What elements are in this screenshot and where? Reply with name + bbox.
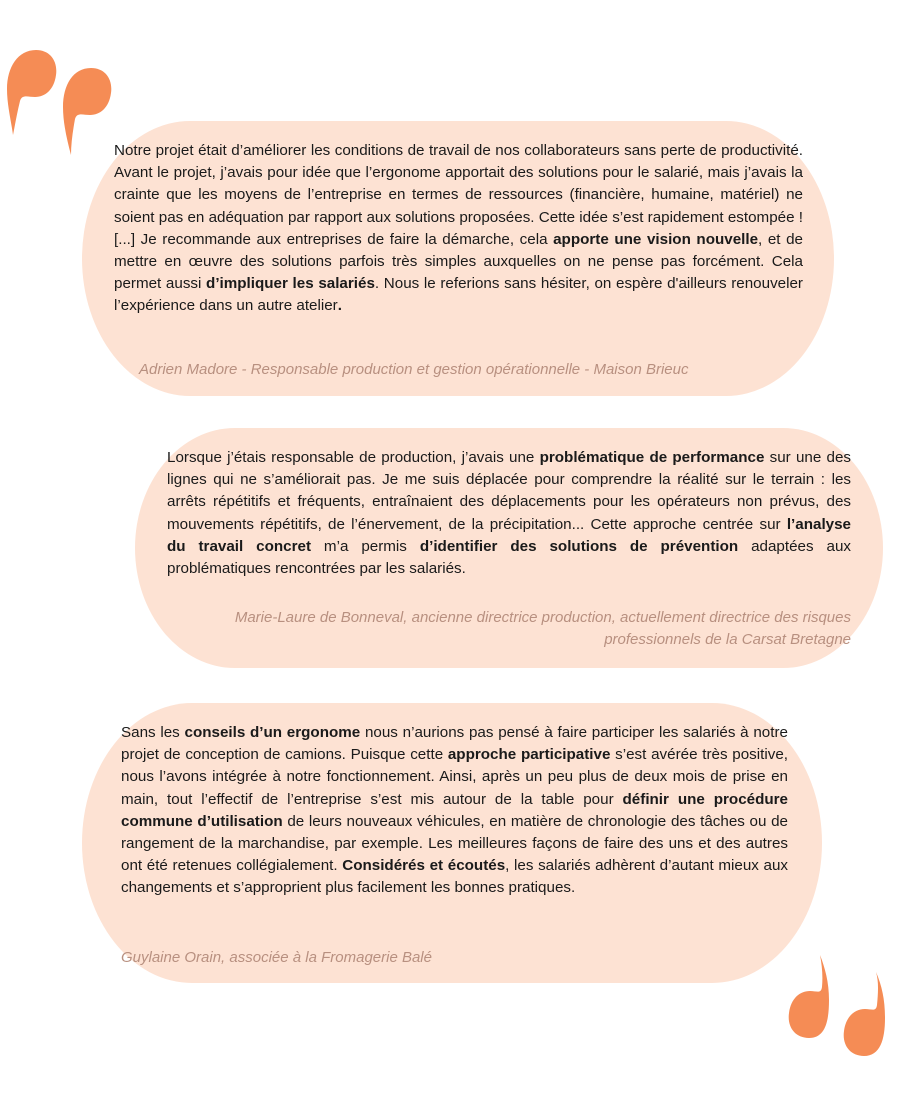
body-text: , les salariés adhèrent d’autant mieux aux changements et s’approprient plus facilement les bonnes pratiques.: [121, 857, 789, 897]
emphasis-text: .: [337, 297, 342, 315]
emphasis-text: approche participative: [447, 746, 611, 764]
emphasis-text: conseils d’un ergonome: [184, 724, 361, 741]
emphasis-text: définir une procédure commune d’utilisation: [121, 790, 788, 830]
testimonial-text: [114, 140, 803, 318]
body-text: Notre projet était d’améliorer les conditions de travail de nos collaborateurs sans perte de productivité. Avant le projet, j’avais pour idée que l’ergonome apportait des solutions pour le salarié, mais j’avais la crainte que les moyens de l’entreprise en termes de ressources (financière, humaine, matériel) ne soient pas en adéquation par rapport aux solutions proposées. Cette idée s’est rapidement estompée ! [...] Je recommande aux entreprises de faire la démarche, cela: [114, 142, 803, 248]
emphasis-text: Considérés et écoutés: [342, 857, 506, 875]
testimonial-text: [167, 447, 851, 580]
emphasis-text: l’analyse du travail concret: [167, 515, 851, 555]
body-text: de leurs nouveaux véhicules, en matière de chronologie des tâches ou de rangement de la marchandise, par exemple. Les meilleures façons de faire des uns et des autres ont été retenues collégialement.: [121, 812, 789, 875]
testimonial-author: Adrien Madore - Responsable production et gestion opérationnelle - Maison Brieuc: [139, 361, 689, 378]
body-text: , et de mettre en œuvre des solutions parfois très simples auxquelles on ne pense pas forcément. Cela permet aussi: [114, 230, 803, 293]
body-text: Lorsque j’étais responsable de production, j’avais une: [167, 449, 540, 466]
body-text: adaptées aux problématiques rencontrées par les salariés.: [167, 537, 851, 578]
body-text: nous n’aurions pas pensé à faire participer les salariés à notre projet de conception de camions. Puisque cette: [121, 724, 788, 764]
testimonial-author: Marie-Laure de Bonneval, ancienne directrice production, actuellement directrice des risques professionnels de la Carsat Bretagne: [234, 609, 851, 648]
testimonial-bubble-1: [82, 121, 834, 396]
testimonial-bubble-3: [82, 703, 822, 983]
body-text: m’a permis: [311, 537, 420, 555]
testimonial-author: Guylaine Orain, associée à la Fromagerie Balé: [121, 949, 432, 966]
body-text: . Nous le referions sans hésiter, on espère d'ailleurs renouveler l’expérience dans un autre atelier: [114, 275, 803, 315]
body-text: Sans les: [121, 724, 185, 741]
emphasis-text: problématique de performance: [539, 449, 765, 466]
emphasis-text: d’impliquer les salariés: [206, 275, 375, 293]
testimonial-bubble-2: [135, 428, 883, 668]
emphasis-text: d’identifier des solutions de prévention: [419, 537, 739, 555]
body-text: s’est avérée très positive, nous l’avons intégrée à notre fonctionnement. Ainsi, après un peu plus de deux mois de prise en main, tout l’effectif de l’entreprise s’est mis autour de la table pour: [121, 746, 788, 808]
closing-quote-icon: [775, 950, 900, 1065]
opening-quote-icon: [0, 45, 125, 160]
testimonial-text: [121, 722, 788, 900]
emphasis-text: apporte une vision nouvelle: [553, 230, 759, 248]
body-text: sur une des lignes qui ne s’améliorait pas. Je me suis déplacée pour comprendre la réalité sur le terrain : les arrêts répétitifs et fréquents, entraînaient des déplacements pour les opérateurs non prévus, des mouvements répétitifs, de l’énervement, de la précipitation... Cette approche centrée sur: [167, 449, 851, 533]
